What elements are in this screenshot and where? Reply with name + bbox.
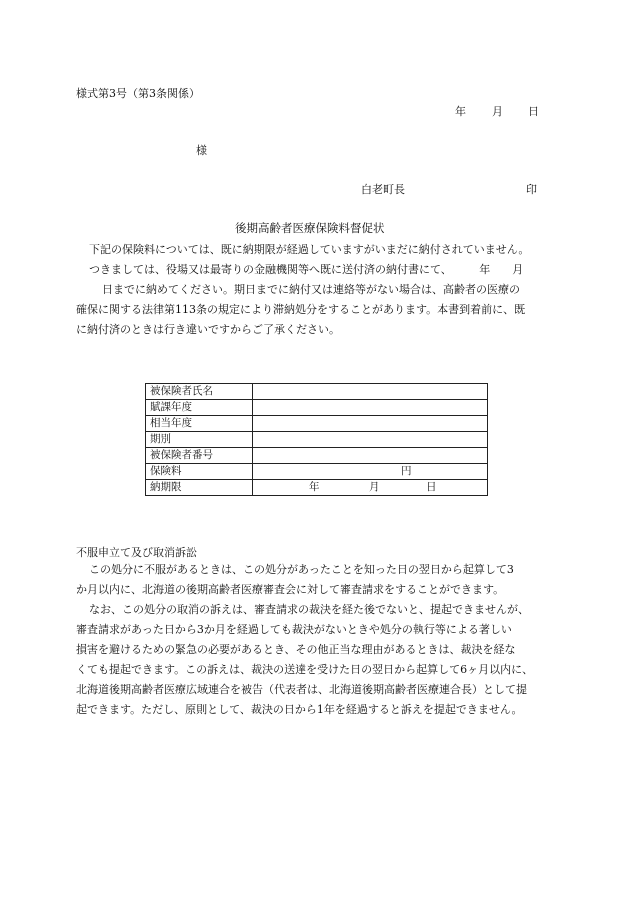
body-line: つきましては、役場又は最寄りの金融機関等へ既に送付済の納付書にて、 年 月: [89, 263, 524, 276]
appeal-heading: 不服申立て及び取消訴訟: [76, 546, 197, 559]
table-row: [146, 400, 488, 416]
appeal-line: くても提起できます。この訴えは、裁決の送達を受けた日の翌日から起算して6ヶ月以内に、: [76, 663, 534, 676]
appeal-body: [76, 560, 554, 720]
label-period: 期別: [146, 432, 253, 448]
table-row: [146, 464, 488, 480]
body-line: 確保に関する法律第113条の規定により滞納処分をすることがあります。本書到着前に、既: [76, 303, 526, 316]
body-line: 下記の保険料については、既に納期限が経過していますがいまだに納付されていません。: [89, 243, 530, 256]
value-applicable-year: [253, 416, 488, 432]
appeal-line: 審査請求があった日から3か月を経過しても裁決がないときや処分の執行等による著しい: [76, 623, 512, 636]
table-row: [146, 432, 488, 448]
premium-unit: 円: [401, 465, 412, 477]
document-title: 後期高齢者医療保険料督促状: [235, 221, 385, 235]
premium-info-table: [145, 383, 488, 496]
label-assessment-year: 賦課年度: [146, 400, 253, 416]
table-row: [146, 416, 488, 432]
appeal-line: なお、この処分の取消の訴えは、審査請求の裁決を経た後でないと、提起できませんが、: [89, 603, 529, 616]
addressee-suffix: 様: [196, 144, 207, 157]
table-row: [146, 384, 488, 400]
value-premium: [253, 464, 488, 480]
appeal-line: この処分に不服があるときは、この処分があったことを知った日の翌日から起算して3: [89, 563, 514, 576]
value-due-date: [253, 480, 488, 496]
appeal-line: 起できます。ただし、原則として、裁決の日から1年を経過すると訴えを提起できません。: [76, 703, 523, 716]
table-row: [146, 448, 488, 464]
issue-date-year: 年: [455, 105, 466, 118]
value-assessment-year: [253, 400, 488, 416]
form-number: 様式第3号（第3条関係）: [76, 87, 200, 100]
due-month: 月: [369, 481, 380, 493]
label-due-date: 納期限: [146, 480, 253, 496]
appeal-line: か月以内に、北海道の後期高齢者医療審査会に対して審査請求をすることができます。: [76, 583, 505, 596]
value-insured-number: [253, 448, 488, 464]
appeal-line: 北海道後期高齢者医療広域連合を被告（代表者は、北海道後期高齢者医療連合長）として提: [76, 683, 527, 696]
issuer-title: 白老町長: [361, 183, 405, 196]
body-line: 日までに納めてください。期日までに納付又は連絡等がない場合は、高齢者の医療の: [102, 283, 520, 296]
table-row: [146, 480, 488, 496]
body-line: に納付済のときは行き違いですからご了承ください。: [76, 323, 340, 336]
issuer-seal: 印: [526, 183, 537, 196]
due-year: 年: [309, 481, 320, 493]
label-insured-number: 被保険者番号: [146, 448, 253, 464]
value-period: [253, 432, 488, 448]
value-insured-name: [253, 384, 488, 400]
issue-date-month: 月: [492, 105, 503, 118]
label-premium: 保険料: [146, 464, 253, 480]
appeal-line: 損害を避けるための緊急の必要があるとき、その他正当な理由があるときは、裁決を経な: [76, 643, 516, 656]
issue-date-day: 日: [528, 105, 539, 118]
notice-body: [76, 240, 554, 340]
label-applicable-year: 相当年度: [146, 416, 253, 432]
label-insured-name: 被保険者氏名: [146, 384, 253, 400]
due-day: 日: [426, 481, 437, 493]
